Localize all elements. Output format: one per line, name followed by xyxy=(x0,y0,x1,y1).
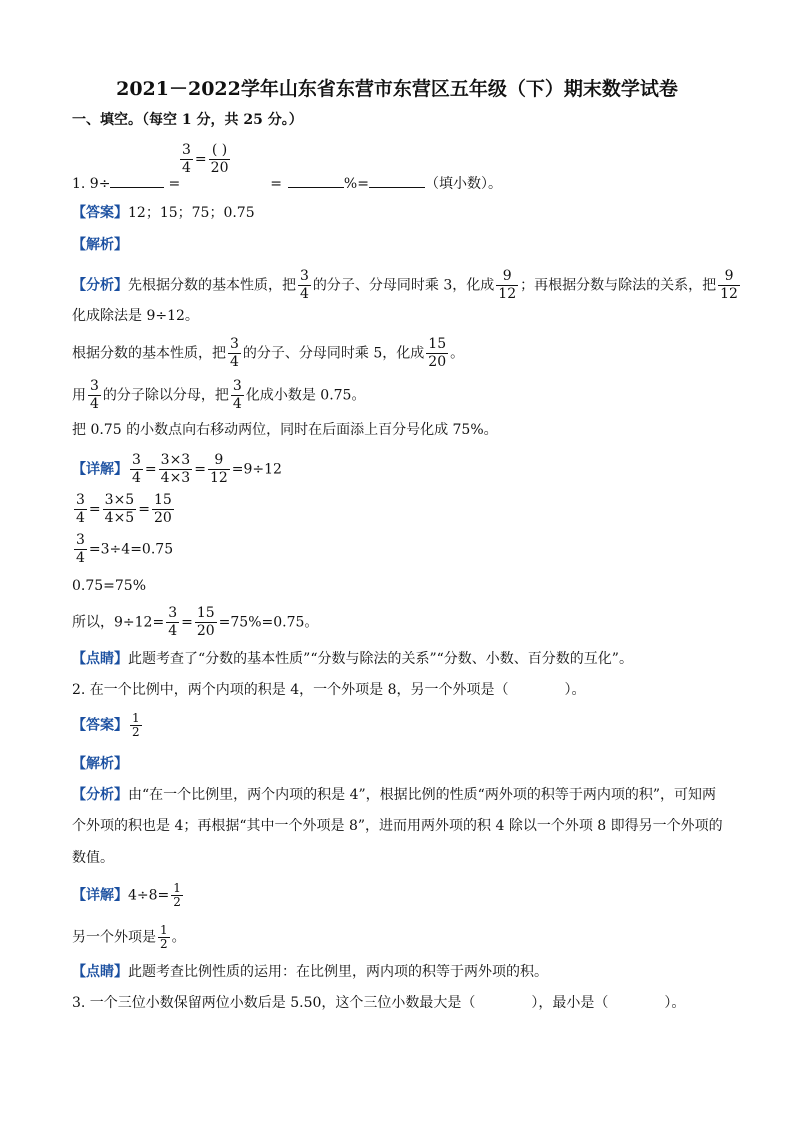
fraction-3-4: $\frac{3}{4}$ xyxy=(232,378,242,412)
fraction-1-2: $\frac{1}{2}$ xyxy=(132,711,140,739)
q1-analysis-line-3: 根据分数的基本性质，把 $\frac{3}{4}$ 的分子、分母同时乘 5，化成 $\frac{15}{20}$ 。 xyxy=(72,336,465,370)
point-tag: 【点睛】 xyxy=(72,651,128,667)
q1-fraction-3-4: $\frac{3}{4}$ xyxy=(182,142,191,176)
q1-percent: %= xyxy=(343,176,369,192)
answer-tag: 【答案】 xyxy=(72,205,128,221)
fraction-3-4: $\frac{3}{4}$ xyxy=(300,268,309,302)
q1-top-equals: = xyxy=(194,151,207,168)
q1-detail-line-4: 0.75=75% xyxy=(72,578,147,594)
q1-blank-4[interactable] xyxy=(369,172,425,188)
fraction-15-20: $\frac{15}{20}$ xyxy=(428,336,447,370)
q2-analysis-tag: 【解析】 xyxy=(72,756,128,772)
q1-prefix: 1. 9÷ xyxy=(72,176,111,192)
q1-detail-line-3: $\frac{3}{4}$ =3÷4=0.75 xyxy=(76,532,174,566)
q1-suffix: （填小数）。 xyxy=(424,176,502,192)
q1-analysis-tag: 【解析】 xyxy=(72,237,128,253)
q2-analysis-line-2: 个外项的积也是 4；再根据“其中一个外项是 8”，进而用两外项的积 4 除以一个外项 8 即得另一个外项的 xyxy=(72,818,723,834)
fenxi-tag: 【分析】 xyxy=(72,277,128,294)
q2-answer: 【答案】 $\frac{1}{2}$ xyxy=(72,711,140,739)
q2-detail: 【详解】4÷8= $\frac{1}{2}$ xyxy=(72,881,181,909)
fraction-9-12: $\frac{9}{12}$ xyxy=(720,268,738,302)
section-heading: 一、填空。（每空 1 分，共 25 分。） xyxy=(72,112,303,128)
q1-blank-3[interactable] xyxy=(288,172,344,188)
q1-analysis-line-4: 用 $\frac{3}{4}$ 的分子除以分母，把 $\frac{3}{4}$ 化成小数是 0.75。 xyxy=(72,378,366,412)
q1-answer-text: 12；15；75；0.75 xyxy=(128,205,255,221)
fraction-3-4: $\frac{3}{4}$ xyxy=(90,378,99,412)
q2-other-term: 另一个外项是 $\frac{1}{2}$ 。 xyxy=(72,923,186,951)
q3-question: 3. 一个三位小数保留两位小数后是 5.50，这个三位小数最大是（ ），最小是（ ）。 xyxy=(72,995,686,1011)
q2-analysis-line-1: 【分析】由“在一个比例里，两个内项的积是 4”，根据比例的性质“两外项的积等于两内项的积”，可知两 xyxy=(72,787,716,803)
q1-detail-line-1: 【详解】 $\frac{3}{4}$ = $\frac{3\times 3}{4\times 3}$ = $\frac{9}{12}$ =9÷12 xyxy=(72,452,282,486)
q1-fraction-blank-20: $\frac{( )}{20}$ xyxy=(210,142,229,176)
detail-tag: 【详解】 xyxy=(72,461,128,478)
fraction-3-4: $\frac{3}{4}$ xyxy=(230,336,239,370)
q1-point: 【点睛】此题考查了“分数的基本性质”“分数与除法的关系”“分数、小数、百分数的互化”。 xyxy=(72,651,633,667)
fraction-9-12: $\frac{9}{12}$ xyxy=(498,268,517,302)
q2-point: 【点睛】此题考查比例性质的运用：在比例里，两内项的积等于两外项的积。 xyxy=(72,964,548,980)
q1-detail-line-2: $\frac{3}{4}$ = $\frac{3\times 5}{4\times 5}$ = $\frac{15}{20}$ xyxy=(76,492,172,526)
q1-equals-2: = xyxy=(270,176,282,192)
q1-analysis-line-1: 【分析】先根据分数的基本性质，把 $\frac{3}{4}$ 的分子、分母同时乘 3，化成 $\frac{9}{12}$ ；再根据分数与除法的关系，把 $\frac{9}{12}$ xyxy=(72,268,738,302)
q1-question xyxy=(72,172,502,194)
q1-detail-conclusion: 所以，9÷12= $\frac{3}{4}$ = $\frac{15}{20}$ =75%=0.75。 xyxy=(72,605,319,639)
page-title: 2021－2022学年山东省东营市东营区五年级（下）期末数学试卷 xyxy=(116,78,678,100)
q1-analysis-line-2: 化成除法是 9÷12。 xyxy=(72,308,199,324)
q2-question: 2. 在一个比例中，两个内项的积是 4，一个外项是 8，另一个外项是（ ）。 xyxy=(72,682,586,698)
q2-analysis-line-3: 数值。 xyxy=(72,850,114,866)
q1-answer xyxy=(72,203,255,223)
q1-blank-1[interactable] xyxy=(110,172,164,188)
q1-equals-1: = xyxy=(168,176,181,192)
q1-analysis-line-5: 把 0.75 的小数点向右移动两位，同时在后面添上百分号化成 75%。 xyxy=(72,422,498,438)
